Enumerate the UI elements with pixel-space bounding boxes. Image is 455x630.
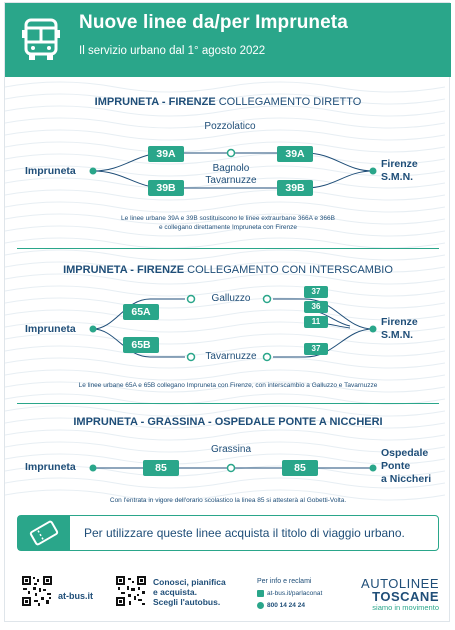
section1-origin-node [90,168,97,175]
line-badge-85-right: 85 [282,460,318,476]
section2-lower-stop: Tavarnuzze [205,351,257,362]
section2-dest-node [370,326,377,333]
section1-title [5,96,451,108]
section1-title-bold: IMPRUNETA - FIRENZE [94,96,216,108]
brand-line1: AUTOLINEE [361,576,439,591]
line-badge-36: 36 [304,301,328,313]
section2-title [5,264,451,276]
section1-origin: Impruneta [25,165,76,177]
section2-dest-line2: S.M.N. [381,329,414,341]
footer [5,563,451,621]
section3-note: Con l'entrata in vigore dell'orario scolastico la linea 85 si attesterà al Gobetti-Volta. [109,497,347,504]
line-badge-65a: 65A [123,304,159,320]
divider-1 [17,248,439,249]
line-badge-39b-right: 39B [277,180,313,196]
tavarnuzze-node-left [188,354,195,361]
phone-icon [257,602,264,609]
section1-dest-line2: S.M.N. [381,171,414,183]
line-badge-39a-right: 39A [277,146,313,162]
site-link[interactable]: at-bus.it [58,591,93,601]
section1-note [5,214,451,232]
tavarnuzze-node-right [264,354,271,361]
grassina-node [228,465,235,472]
ticket-icon [18,516,70,550]
email-icon [257,590,264,597]
app-promo [153,577,226,607]
page-subtitle: Il servizio urbano dal 1° agosto 2022 [79,45,266,57]
brand-tagline: siamo in movimento [372,603,439,612]
galluzzo-node-right [264,296,271,303]
section3-dest-line2: Ponte [381,460,411,472]
section1-lower-stop-line1: Bagnolo [212,163,250,174]
line-badge-85-left: 85 [143,460,179,476]
ticket-callout [17,515,439,551]
phone-number[interactable]: 800 14 24 24 [267,602,305,609]
line-badge-39a-left: 39A [148,146,184,162]
section2-upper-stop: Galluzzo [211,293,251,304]
section1-note-line2: e collegano direttamente Impruneta con Firenze [158,224,298,231]
section3-title: IMPRUNETA - GRASSINA - OSPEDALE PONTE A NICCHERI [73,416,383,428]
section1-lower-stop-line2: Tavarnuzze [205,175,257,186]
qr-code-app[interactable] [115,575,147,607]
section2-title-rest: COLLEGAMENTO CON INTERSCAMBIO [184,264,393,276]
section1-upper-node [228,150,235,157]
section3-mid-stop: Grassina [210,444,251,455]
email-link[interactable]: at-bus.it/parlaconat [267,590,323,597]
section3-dest-line3: a Niccheri [381,473,432,485]
page-title: Nuove linee da/per Impruneta [79,12,348,33]
ticket-callout-text: Per utilizzare queste linee acquista il titolo di viaggio urbano. [84,526,405,540]
section1-dest-line1: Firenze [381,158,418,170]
line-badge-37-bottom: 37 [304,343,328,355]
section1-title-rest: COLLEGAMENTO DIRETTO [215,96,362,108]
section2-origin: Impruneta [25,323,76,335]
poster [4,2,450,622]
section3-route-diagram [5,458,451,478]
section2-title-bold: IMPRUNETA - FIRENZE [63,264,185,276]
section1-note-line1: Le linee urbane 39A e 39B sostituiscono le linee extraurbane 366A e 366B [121,215,335,222]
section3-origin-node [90,465,97,472]
divider-2 [17,403,439,404]
bus-front-icon [19,16,63,64]
section2-dest-line1: Firenze [381,316,418,328]
section1-route-diagram [5,133,451,203]
app-promo-line1: Conosci, pianifica [153,577,226,587]
section2-origin-node [90,326,97,333]
line-badge-11: 11 [304,316,328,328]
ticket-icon-box [18,516,70,550]
app-promo-line2: e acquista. [153,587,197,597]
section1-upper-stop: Pozzolatico [204,121,256,132]
section3-origin: Impruneta [25,461,76,473]
section3-dest-line1: Ospedale [381,447,429,459]
qr-code-site[interactable] [21,575,53,607]
section2-note: Le linee urbane 65A e 65B collegano Impruneta con Firenze, con interscambio a Galluzzo e Tavarnuzze [78,382,378,389]
line-badge-37-top: 37 [304,286,328,298]
header-banner [5,3,451,77]
section2-route-diagram [5,288,451,368]
section1-dest-node [370,168,377,175]
info-title: Per info e reclami [257,578,312,585]
brand-line2: TOSCANE [372,589,439,604]
line-badge-39b-left: 39B [148,180,184,196]
galluzzo-node-left [188,296,195,303]
line-badge-65b: 65B [123,337,159,353]
app-promo-line3: Scegli l'autobus. [153,597,221,607]
section3-dest-node [370,465,377,472]
brand-logo [361,577,439,613]
